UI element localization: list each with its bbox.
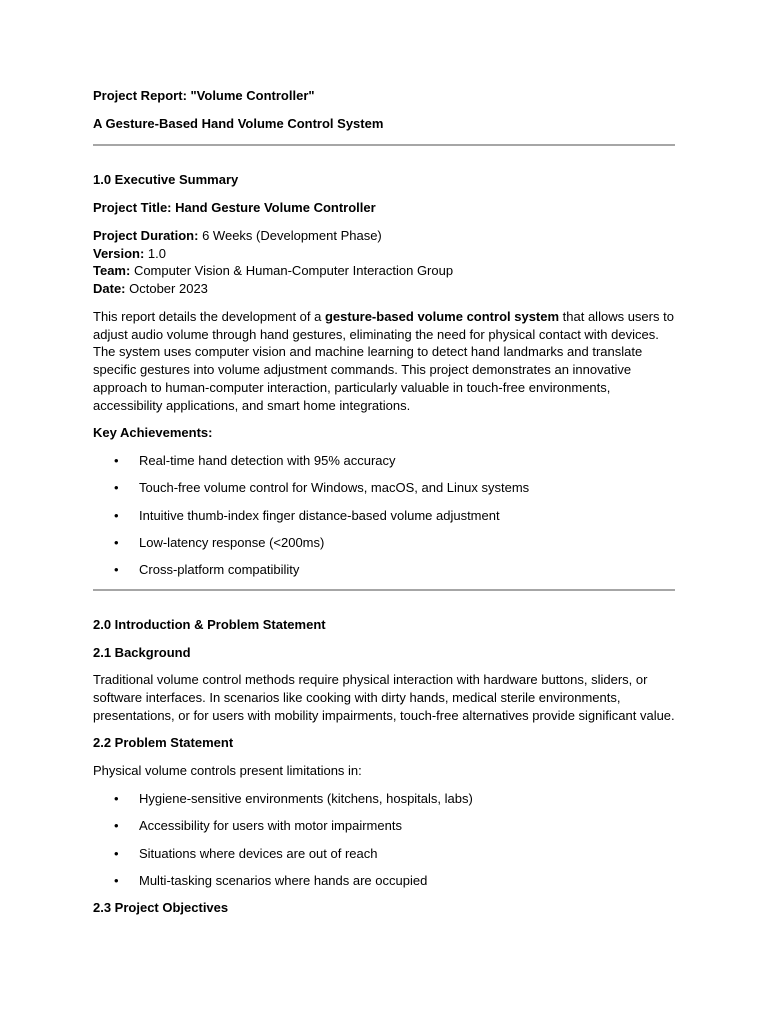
list-item-text: Cross-platform compatibility [139, 562, 300, 578]
meta-duration-value: 6 Weeks (Development Phase) [198, 227, 382, 243]
list-item [93, 479, 675, 497]
list-item [93, 872, 675, 890]
limitations-list [93, 790, 675, 890]
project-meta [93, 227, 675, 298]
document-content [93, 87, 675, 917]
bullet-icon: • [114, 818, 119, 834]
bullet-icon: • [114, 872, 119, 888]
list-item-text: Multi-tasking scenarios where hands are occupied [139, 872, 428, 888]
bullet-icon: • [114, 452, 119, 468]
list-item-text: Situations where devices are out of reach [139, 845, 378, 861]
summary-text-bold: gesture-based volume control system [324, 309, 560, 324]
meta-version-label: Version: [93, 245, 145, 261]
bullet-icon: • [114, 480, 119, 496]
achievements-list [93, 452, 675, 579]
meta-team-label: Team: [93, 263, 131, 279]
project-title-line: Project Title: Hand Gesture Volume Controller [93, 200, 376, 216]
meta-date-value: October 2023 [125, 281, 208, 297]
subsection-heading-objectives: 2.3 Project Objectives [93, 900, 229, 916]
section-heading-executive-summary: 1.0 Executive Summary [93, 172, 239, 188]
list-item-text: Accessibility for users with motor impairments [139, 818, 402, 834]
document-subtitle: A Gesture-Based Hand Volume Control System [93, 115, 384, 131]
subsection-heading-problem-statement: 2.2 Problem Statement [93, 735, 234, 751]
bullet-icon: • [114, 790, 119, 806]
background-paragraph: Traditional volume control methods require physical interaction with hardware buttons, sliders, or software interfaces. In scenarios like cooking with dirty hands, medical sterile environments, presentations, or for users with mobility impairments, touch-free alternatives provide significant value. [93, 672, 675, 723]
bullet-icon: • [114, 845, 119, 861]
section-heading-introduction: 2.0 Introduction & Problem Statement [93, 616, 326, 632]
list-item [93, 817, 675, 835]
list-item-text: Touch-free volume control for Windows, macOS, and Linux systems [139, 480, 530, 496]
meta-date-label: Date: [93, 281, 126, 297]
bullet-icon: • [114, 562, 119, 578]
list-item-text: Low-latency response (<200ms) [139, 535, 325, 551]
executive-summary-paragraph [93, 308, 675, 414]
subsection-heading-background: 2.1 Background [93, 644, 191, 660]
bullet-icon: • [114, 507, 119, 523]
list-item [93, 790, 675, 808]
meta-team-value: Computer Vision & Human-Computer Interaction Group [130, 263, 454, 279]
document-title: Project Report: "Volume Controller" [93, 88, 315, 103]
meta-version [93, 245, 675, 263]
horizontal-rule [93, 144, 675, 146]
summary-text-start: This report details the development of a [93, 309, 325, 324]
key-achievements-heading: Key Achievements: [93, 425, 213, 441]
summary-text-end: that allows users to adjust audio volume through hand gestures, eliminating the need for physical contact with devices. The system uses computer vision and machine learning to detect hand landmarks and translate specific gestures into volume adjustment commands. This project demonstrates an innovative approach to human-computer interaction, particularly valuable in touch-free environments, accessibility applications, and smart home integrations. [93, 309, 674, 413]
list-item [93, 452, 675, 470]
meta-version-value: 1.0 [144, 245, 166, 261]
list-item [93, 561, 675, 579]
meta-date [93, 280, 675, 298]
list-item-text: Hygiene-sensitive environments (kitchens, hospitals, labs) [139, 790, 473, 806]
list-item [93, 534, 675, 552]
bullet-icon: • [114, 535, 119, 551]
meta-team [93, 262, 675, 280]
meta-duration-label: Project Duration: [93, 227, 199, 243]
horizontal-rule [93, 589, 675, 591]
meta-duration [93, 227, 675, 245]
list-item [93, 507, 675, 525]
list-item [93, 845, 675, 863]
list-item-text: Real-time hand detection with 95% accuracy [139, 452, 396, 468]
list-item-text: Intuitive thumb-index finger distance-based volume adjustment [139, 507, 500, 523]
problem-intro-paragraph: Physical volume controls present limitations in: [93, 763, 362, 779]
